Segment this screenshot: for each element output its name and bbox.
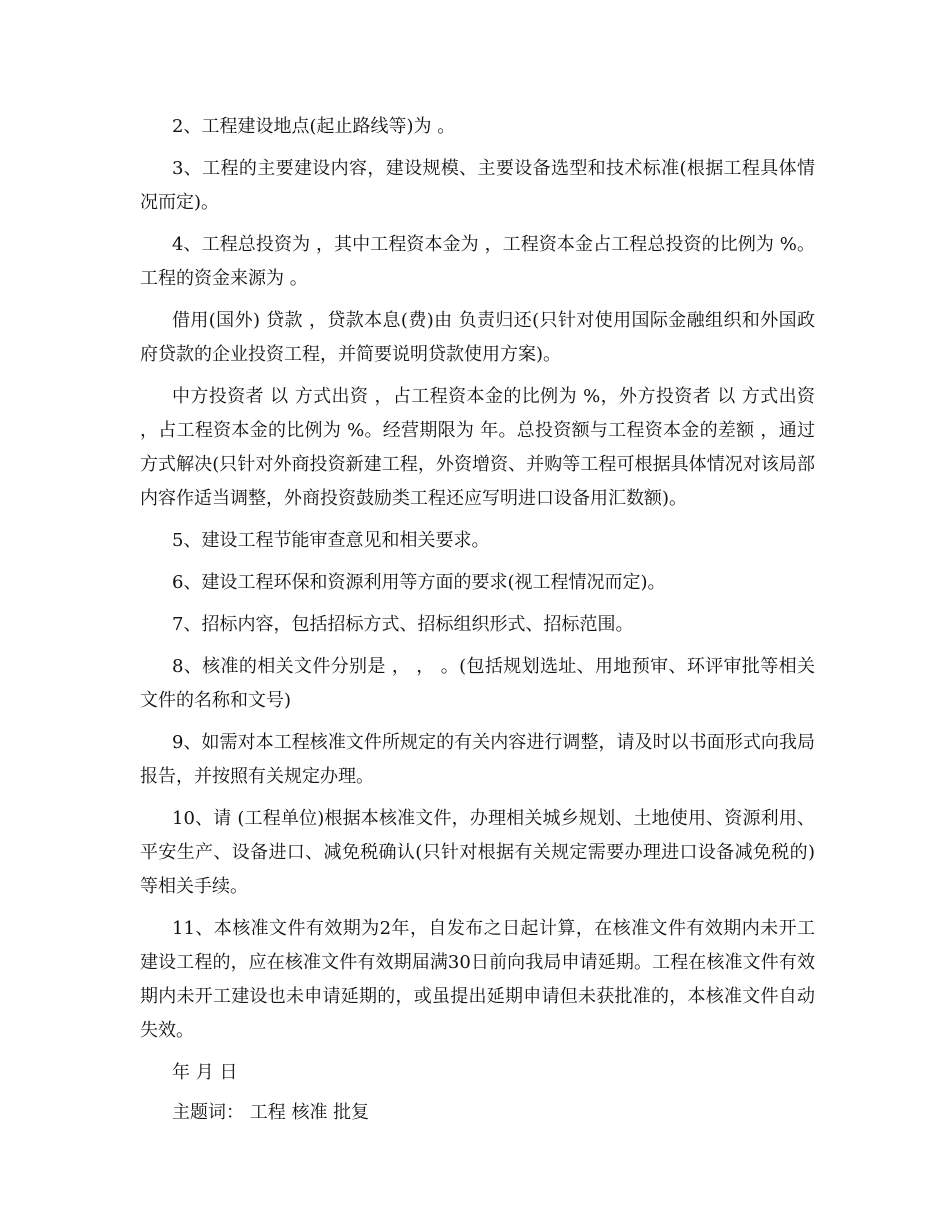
paragraph-validity-period: 11、本核准文件有效期为2年，自发布之日起计算，在核准文件有效期内未开工建设工程的，应在核准文件有效期届满30日前向我局申请延期。工程在核准文件有效期内未开工建设也未申请延期的，或虽提出延期申请但未获批准的，本核准文件自动失效。 (140, 918, 815, 1041)
paragraph-related-documents: 8、核准的相关文件分别是 ， ， 。(包括规划选址、用地预审、环评审批等相关文件的名称和文号) (140, 656, 815, 711)
date-line: 年 月 日 (172, 1062, 238, 1083)
paragraph-foreign-loan: 借用(国外) 贷款 ，贷款本息(费)由 负责归还(只针对使用国际金融组织和外国政府贷款的企业投资工程，并简要说明贷款使用方案)。 (140, 310, 815, 365)
paragraph-construction-content: 3、工程的主要建设内容，建设规模、主要设备选型和技术标准(根据工程具体情况而定)。 (140, 158, 815, 213)
paragraph-adjustment-notice: 9、如需对本工程核准文件所规定的有关内容进行调整，请及时以书面形式向我局报告，并按照有关规定办理。 (140, 732, 815, 787)
document-body (140, 110, 815, 1136)
paragraph-investor-contribution: 中方投资者 以 方式出资 ，占工程资本金的比例为 %，外方投资者 以 方式出资 ，占工程资本金的比例为 %。经营期限为 年。总投资额与工程资本金的差额 ，通过 方式解决(只针对外商投资新建工程，外资增资、并购等工程可根据具体情况对该局部内容作适当调整，外商投资鼓励类工程还应写明进口设备用汇数额)。 (140, 386, 815, 509)
paragraph-bidding-content: 7、招标内容，包括招标方式、招标组织形式、招标范围。 (172, 614, 634, 635)
paragraph-total-investment: 4、工程总投资为 ，其中工程资本金为 ，工程资本金占工程总投资的比例为 %。工程的资金来源为 。 (140, 234, 815, 289)
paragraph-procedures: 10、请 (工程单位)根据本核准文件，办理相关城乡规划、土地使用、资源利用、平安生产、设备进口、减免税确认(只针对根据有关规定需要办理进口设备减免税的)等相关手续。 (140, 808, 815, 897)
keywords-line: 主题词： 工程 核准 批复 (172, 1102, 370, 1123)
paragraph-energy-review: 5、建设工程节能审查意见和相关要求。 (172, 530, 490, 551)
paragraph-construction-site: 2、工程建设地点(起止路线等)为 。 (172, 116, 456, 137)
paragraph-environment-requirements: 6、建设工程环保和资源利用等方面的要求(视工程情况而定)。 (172, 572, 666, 593)
